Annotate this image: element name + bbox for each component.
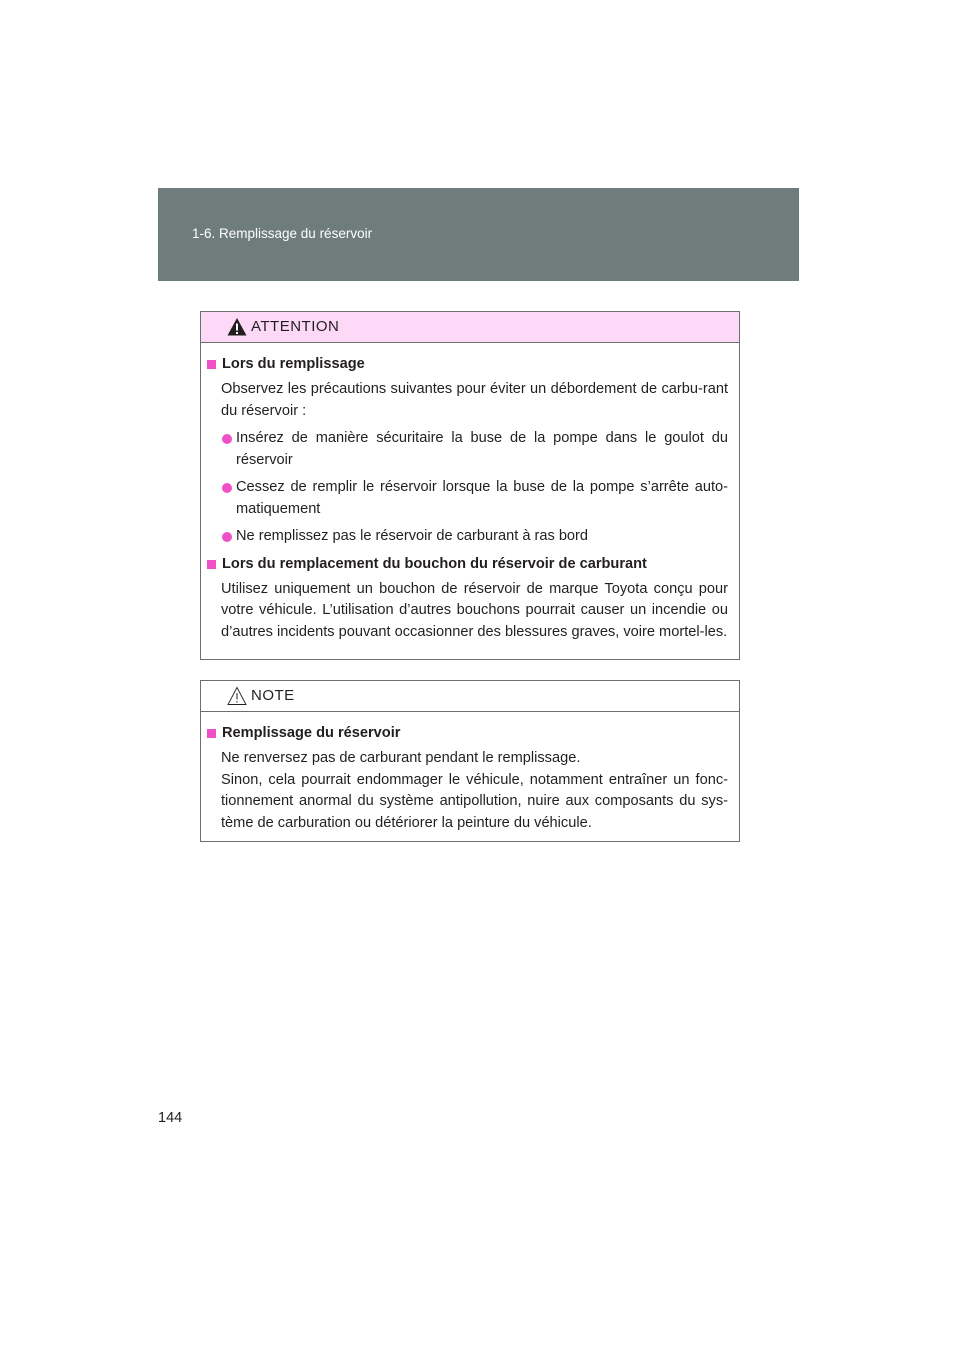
note-title: NOTE <box>251 687 295 704</box>
note-text: Sinon, cela pourrait endommager le véhicule, notamment entraîner un fonc-tionnement anormal du système antipollution, nuire aux composants du sys-tème de carburation ou détériorer la peinture du véhicule. <box>221 771 728 831</box>
attention-box <box>200 311 740 660</box>
square-bullet-icon <box>207 729 216 738</box>
chapter-title: 1-6. Remplissage du réservoir <box>192 226 373 241</box>
attention-header <box>201 312 739 343</box>
square-bullet-icon <box>207 360 216 369</box>
list-item: Insérez de manière sécuritaire la buse de la pompe dans le goulot du réservoir <box>221 428 728 471</box>
chapter-header-band <box>158 188 799 281</box>
section-heading: Lors du remplissage <box>201 354 739 375</box>
section-heading: Lors du remplacement du bouchon du réservoir de carburant <box>201 554 739 575</box>
list-item: Ne remplissez pas le réservoir de carburant à ras bord <box>221 526 728 548</box>
circle-bullet-icon <box>222 434 232 444</box>
caution-outline-icon <box>227 686 247 706</box>
warning-icon <box>227 317 247 337</box>
circle-bullet-icon <box>222 532 232 542</box>
section-text: Utilisez uniquement un bouchon de réservoir de marque Toyota conçu pour votre véhicule. L’utilisation d’autres bouchons pourrait causer un incendie ou d’autres incidents pouvant occasionner des blessures graves, voire mortel-les. <box>221 580 728 640</box>
square-bullet-icon <box>207 560 216 569</box>
section-intro: Observez les précautions suivantes pour éviter un débordement de carbu-rant du réservoir : <box>221 381 728 419</box>
note-line: Ne renversez pas de carburant pendant le remplissage. <box>221 750 581 766</box>
note-header <box>201 681 739 712</box>
circle-bullet-icon <box>222 483 232 493</box>
note-box <box>200 680 740 842</box>
attention-title: ATTENTION <box>251 318 340 335</box>
section-heading: Remplissage du réservoir <box>201 723 739 744</box>
list-item: Cessez de remplir le réservoir lorsque la buse de la pompe s’arrête auto-matiquement <box>221 477 728 520</box>
page-number: 144 <box>158 1110 183 1126</box>
